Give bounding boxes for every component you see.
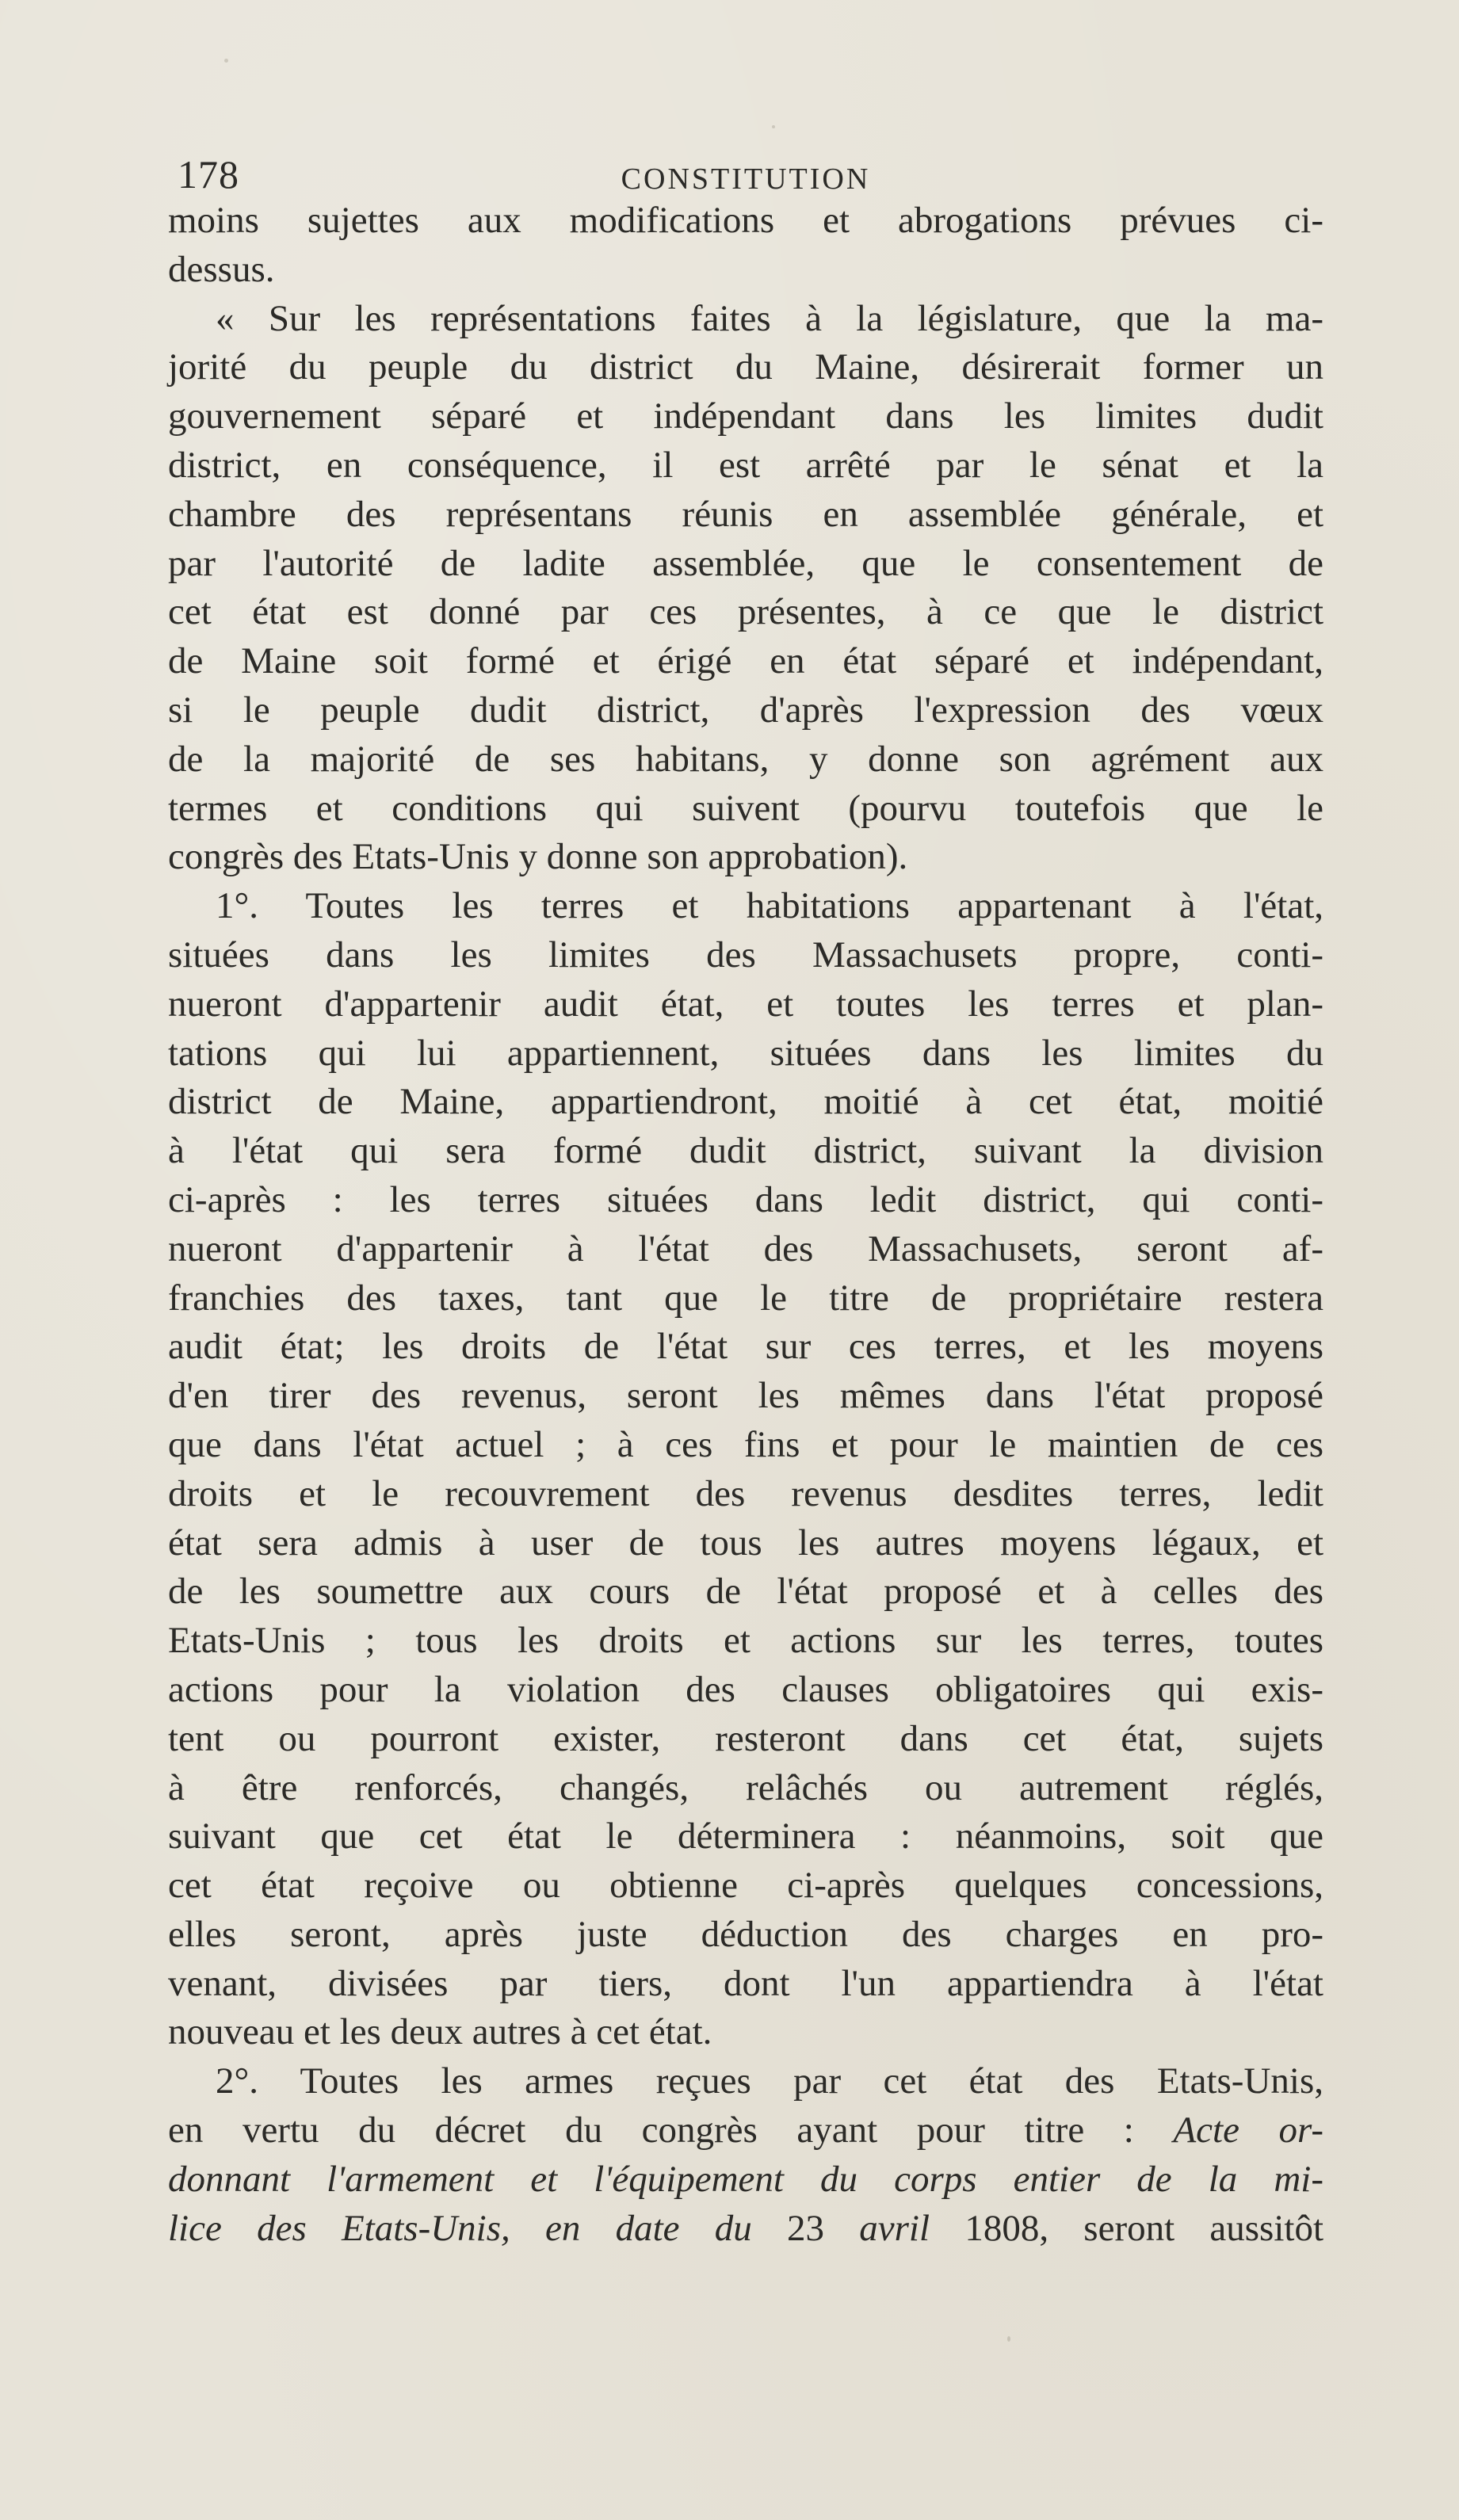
paragraph-maine-resolution xyxy=(168,295,1323,883)
text-line: gouvernement séparé et indépendant dans les limites dudit xyxy=(168,395,1323,437)
paragraph-article-1 xyxy=(168,882,1323,2057)
text-line: nueront d'appartenir audit état, et toutes les terres et plan- xyxy=(168,983,1323,1025)
text-line: franchies des taxes, tant que le titre de propriétaire restera xyxy=(168,1277,1323,1319)
running-title: CONSTITUTION xyxy=(621,162,871,196)
date-year: 1808 xyxy=(964,2207,1040,2249)
text-segment: , seront aussitôt xyxy=(1039,2207,1324,2249)
text-line xyxy=(168,2205,1323,2254)
text-line: Etats-Unis ; tous les droits et actions sur les terres, toutes xyxy=(168,1620,1323,1662)
text-line: d'en tirer des revenus, seront les mêmes dans l'état proposé xyxy=(168,1375,1323,1417)
text-line: 1°. Toutes les terres et habitations appartenant à l'état, xyxy=(216,885,1323,927)
paragraph-article-2 xyxy=(168,2057,1323,2253)
text-line: 2°. Toutes les armes reçues par cet état des Etats-Unis, xyxy=(216,2060,1323,2102)
text-line: de les soumettre aux cours de l'état proposé et à celles des xyxy=(168,1571,1323,1613)
text-line: de la majorité de ses habitans, y donne son agrément aux xyxy=(168,738,1323,780)
paper-spot xyxy=(224,59,228,63)
text-line: par l'autorité de ladite assemblée, que le consentement de xyxy=(168,542,1323,584)
text-line: à être renforcés, changés, relâchés ou autrement réglés, xyxy=(168,1766,1323,1808)
paper-spot xyxy=(1007,2336,1010,2342)
text-line: que dans l'état actuel ; à ces fins et pour le maintien de ces xyxy=(168,1423,1323,1465)
text-line: tent ou pourront exister, resteront dans cet état, sujets xyxy=(168,1717,1323,1759)
text-line: actions pour la violation des clauses obligatoires qui exis- xyxy=(168,1668,1323,1710)
act-title-italic: lice des Etats-Unis, en date du xyxy=(168,2207,752,2249)
text-line: droits et le recouvrement des revenus desdites terres, ledit xyxy=(168,1472,1323,1514)
text-line: si le peuple dudit district, d'après l'expression des vœux xyxy=(168,689,1323,731)
text-line: cet état est donné par ces présentes, à ce que le district xyxy=(168,591,1323,633)
page-header xyxy=(168,151,1323,197)
date-month: avril xyxy=(859,2207,930,2249)
text-line: district de Maine, appartiendront, moitié à cet état, moitié xyxy=(168,1081,1323,1123)
text-line xyxy=(168,2106,1323,2155)
text-line: suivant que cet état le déterminera : néanmoins, soit que xyxy=(168,1816,1323,1858)
page-number: 178 xyxy=(178,152,239,197)
text-line: audit état; les droits de l'état sur ces terres, et les moyens xyxy=(168,1326,1323,1368)
text-line: de Maine soit formé et érigé en état séparé et indépendant, xyxy=(168,640,1323,682)
text-line: jorité du peuple du district du Maine, désirerait former un xyxy=(168,346,1323,388)
text-line: état sera admis à user de tous les autres moyens légaux, et xyxy=(168,1522,1323,1564)
text-line: cet état reçoive ou obtienne ci-après quelques concessions, xyxy=(168,1865,1323,1907)
text-line: tations qui lui appartiennent, situées dans les limites du xyxy=(168,1032,1323,1074)
text-line: dessus. xyxy=(168,248,275,290)
text-line: ci-après : les terres situées dans ledit district, qui conti- xyxy=(168,1178,1323,1220)
act-title-italic: donnant l'armement et l'équipement du corps entier de la mi- xyxy=(168,2158,1323,2200)
text-line: termes et conditions qui suivent (pourvu toutefois que le xyxy=(168,787,1323,829)
date-day: 23 xyxy=(787,2207,825,2249)
text-line: moins sujettes aux modifications et abrogations prévues ci- xyxy=(168,200,1323,241)
text-line: nueront d'appartenir à l'état des Massachusets, seront af- xyxy=(168,1228,1323,1270)
text-line: situées dans les limites des Massachusets propre, conti- xyxy=(168,934,1323,976)
page-text xyxy=(168,151,1323,2253)
paragraph-continuation xyxy=(168,197,1323,295)
text-segment: en vertu du décret du congrès ayant pour titre : xyxy=(168,2110,1134,2152)
text-line: venant, divisées par tiers, dont l'un appartiendra à l'état xyxy=(168,1962,1323,2004)
text-line: « Sur les représentations faites à la législature, que la ma- xyxy=(216,297,1323,339)
text-line: district, en conséquence, il est arrêté par le sénat et la xyxy=(168,444,1323,486)
text-line: nouveau et les deux autres à cet état. xyxy=(168,2011,712,2053)
text-line: congrès des Etats-Unis y donne son approbation). xyxy=(168,836,908,878)
text-line: elles seront, après juste déduction des charges en pro- xyxy=(168,1913,1323,1955)
act-title-italic: Acte or- xyxy=(1173,2110,1324,2152)
text-line: chambre des représentans réunis en assemblée générale, et xyxy=(168,493,1323,535)
text-line: à l'état qui sera formé dudit district, suivant la division xyxy=(168,1130,1323,1172)
paper-spot xyxy=(772,125,775,128)
